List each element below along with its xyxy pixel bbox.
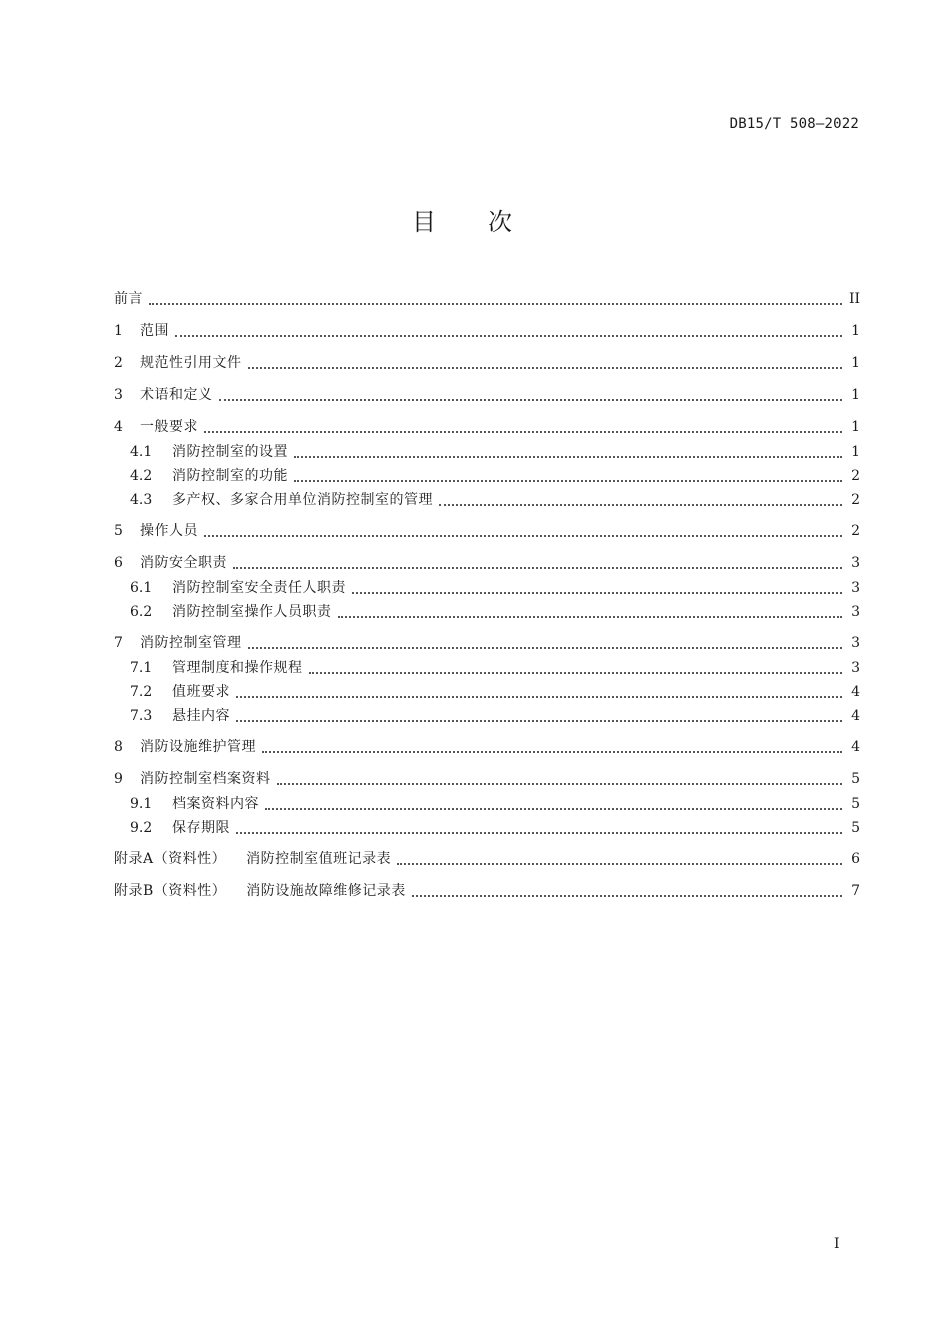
- toc-entry-page: 3: [851, 660, 860, 676]
- toc-entry-label: 消防控制室管理: [140, 635, 242, 651]
- toc-entry-number: 9.2: [130, 820, 153, 836]
- toc-entry-number: 4.1: [130, 444, 153, 460]
- toc-entry-label: 消防控制室值班记录表: [246, 851, 392, 867]
- leader-dots: [265, 796, 842, 810]
- toc-entry-page: 4: [851, 684, 860, 700]
- toc-entry-number: 6.1: [130, 580, 153, 596]
- table-of-contents: [114, 0, 860, 1344]
- toc-entry-number: 7.1: [130, 660, 153, 676]
- page-number: I: [834, 1236, 840, 1252]
- toc-entry-label: 范围: [140, 323, 169, 339]
- toc-entry-label: 前言: [114, 291, 143, 307]
- toc-entry-page: 2: [851, 492, 860, 508]
- toc-entry-7-3[interactable]: [114, 705, 860, 725]
- appendix-prefix: 附录A（资料性）: [114, 851, 227, 867]
- toc-entry-number: 7.2: [130, 684, 153, 700]
- leader-dots: [204, 419, 842, 433]
- toc-entry-number: 7.3: [130, 708, 153, 724]
- toc-entry-label: 消防控制室的设置: [172, 444, 288, 460]
- leader-dots: [236, 684, 842, 698]
- leader-dots: [338, 604, 843, 618]
- toc-entry-number: 8: [114, 739, 123, 755]
- toc-entry-label: 保存期限: [172, 820, 230, 836]
- toc-entry-number: 4: [114, 419, 123, 435]
- toc-entry-number: 3: [114, 387, 123, 403]
- toc-entry-label: 消防控制室操作人员职责: [172, 604, 332, 620]
- leader-dots: [233, 555, 842, 569]
- toc-entry-7-1[interactable]: [114, 657, 860, 677]
- toc-entry-page: 1: [851, 444, 860, 460]
- toc-entry-page: 5: [851, 796, 860, 812]
- appendix-prefix: 附录B（资料性）: [114, 883, 227, 899]
- toc-entry-page: 3: [851, 604, 860, 620]
- leader-dots: [149, 291, 842, 305]
- leader-dots: [397, 851, 842, 865]
- toc-entry-label: 管理制度和操作规程: [172, 660, 303, 676]
- toc-entry-page: 5: [851, 820, 860, 836]
- leader-dots: [309, 660, 843, 674]
- toc-entry-3[interactable]: [114, 384, 860, 404]
- toc-entry-label: 术语和定义: [140, 387, 213, 403]
- toc-entry-7[interactable]: [114, 632, 860, 652]
- toc-entry-label: 操作人员: [140, 523, 198, 539]
- toc-entry-page: 1: [851, 355, 860, 371]
- leader-dots: [248, 355, 843, 369]
- toc-entry-9[interactable]: [114, 768, 860, 788]
- toc-entry-9-2[interactable]: [114, 817, 860, 837]
- toc-entry-label: 多产权、多家合用单位消防控制室的管理: [172, 492, 433, 508]
- toc-entry-page: 5: [851, 771, 860, 787]
- toc-entry-number: 7: [114, 635, 123, 651]
- toc-entry-4[interactable]: [114, 416, 860, 436]
- toc-entry-page: 2: [851, 468, 860, 484]
- toc-entry-page: 6: [851, 851, 860, 867]
- toc-entry-appendix-a[interactable]: [114, 848, 860, 868]
- toc-entry-number: 6: [114, 555, 123, 571]
- leader-dots: [439, 492, 842, 506]
- toc-entry-page: 3: [851, 635, 860, 651]
- toc-entry-page: 1: [851, 323, 860, 339]
- toc-entry-label: 消防控制室安全责任人职责: [172, 580, 346, 596]
- toc-entry-label: 悬挂内容: [172, 708, 230, 724]
- toc-entry-1[interactable]: [114, 320, 860, 340]
- toc-entry-label: 值班要求: [172, 684, 230, 700]
- toc-entry-page: 1: [851, 387, 860, 403]
- toc-entry-page: 3: [851, 555, 860, 571]
- toc-entry-appendix-b[interactable]: [114, 880, 860, 900]
- toc-entry-page: 2: [851, 523, 860, 539]
- toc-entry-2[interactable]: [114, 352, 860, 372]
- toc-entry-6[interactable]: [114, 552, 860, 572]
- toc-entry-label: 消防控制室的功能: [172, 468, 288, 484]
- leader-dots: [236, 708, 842, 722]
- toc-entry-label: 一般要求: [140, 419, 198, 435]
- toc-entry-4-2[interactable]: [114, 465, 860, 485]
- toc-entry-page: II: [848, 291, 860, 307]
- toc-entry-number: 5: [114, 523, 123, 539]
- toc-entry-number: 4.3: [130, 492, 153, 508]
- toc-entry-8[interactable]: [114, 736, 860, 756]
- toc-entry-number: 2: [114, 355, 123, 371]
- toc-entry-foreword[interactable]: [114, 288, 860, 308]
- toc-entry-number: 1: [114, 323, 123, 339]
- toc-entry-page: 4: [851, 708, 860, 724]
- toc-entry-label: 消防安全职责: [140, 555, 227, 571]
- leader-dots: [294, 468, 842, 482]
- toc-entry-number: 4.2: [130, 468, 153, 484]
- toc-entry-6-2[interactable]: [114, 601, 860, 621]
- toc-entry-9-1[interactable]: [114, 793, 860, 813]
- leader-dots: [236, 820, 842, 834]
- toc-entry-page: 7: [851, 883, 860, 899]
- toc-entry-label: 消防设施维护管理: [140, 739, 256, 755]
- toc-entry-page: 3: [851, 580, 860, 596]
- leader-dots: [248, 635, 843, 649]
- leader-dots: [277, 771, 843, 785]
- toc-entry-number: 9.1: [130, 796, 153, 812]
- leader-dots: [294, 444, 842, 458]
- toc-entry-page: 4: [851, 739, 860, 755]
- toc-entry-page: 1: [851, 419, 860, 435]
- toc-entry-4-1[interactable]: [114, 441, 860, 461]
- toc-entry-7-2[interactable]: [114, 681, 860, 701]
- toc-entry-number: 6.2: [130, 604, 153, 620]
- toc-entry-5[interactable]: [114, 520, 860, 540]
- leader-dots: [352, 580, 842, 594]
- toc-entry-label: 档案资料内容: [172, 796, 259, 812]
- leader-dots: [219, 387, 843, 401]
- document-code: DB15/T 508—2022: [729, 116, 859, 132]
- toc-entry-label: 消防设施故障维修记录表: [246, 883, 406, 899]
- leader-dots: [204, 523, 842, 537]
- toc-entry-6-1[interactable]: [114, 577, 860, 597]
- toc-entry-label: 消防控制室档案资料: [140, 771, 271, 787]
- toc-entry-4-3[interactable]: [114, 489, 860, 509]
- leader-dots: [412, 883, 842, 897]
- toc-entry-label: 规范性引用文件: [140, 355, 242, 371]
- page-title: 目次: [412, 208, 564, 236]
- toc-entry-number: 9: [114, 771, 123, 787]
- leader-dots: [175, 323, 842, 337]
- leader-dots: [262, 739, 842, 753]
